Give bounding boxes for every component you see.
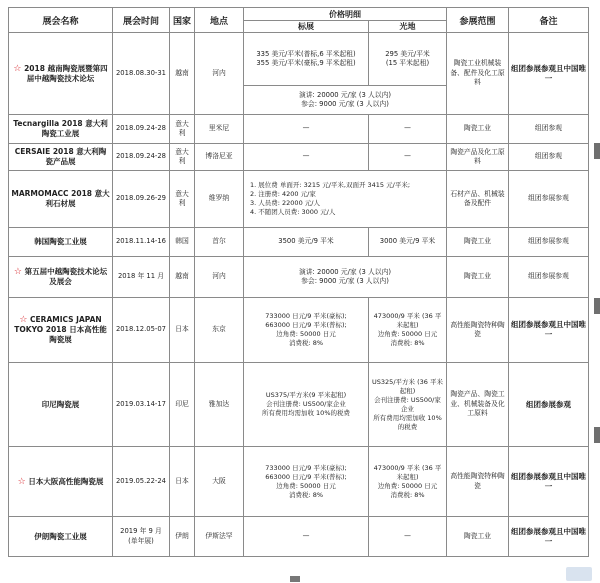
- exhibition-note: 组团参展参观且中国唯一: [509, 517, 589, 557]
- header-note: 备注: [509, 8, 589, 33]
- exhibition-note: 组团参展参观且中国唯一: [509, 33, 589, 115]
- exhibition-location: 伊斯法罕: [195, 517, 244, 557]
- exhibition-time: 2018.12.05-07: [113, 298, 170, 363]
- header-scope: 参展范围: [447, 8, 509, 33]
- exhibition-country: 意大利: [170, 171, 195, 228]
- exhibition-time: 2018.09.24-28: [113, 144, 170, 171]
- exhibition-time: 2019.05.22-24: [113, 447, 170, 517]
- header-standard: 标展: [244, 21, 369, 33]
- price-standard: —: [244, 517, 369, 557]
- scroll-tab[interactable]: [594, 298, 600, 314]
- exhibition-time: 2018.08.30-31: [113, 33, 170, 115]
- exhibition-name: 韩国陶瓷工业展: [9, 228, 113, 257]
- exhibition-country: 越南: [170, 257, 195, 298]
- exhibition-location: 雅加达: [195, 363, 244, 447]
- table-row: [9, 115, 589, 144]
- exhibition-name: 印尼陶瓷展: [9, 363, 113, 447]
- exhibition-name: ☆ 日本大阪高性能陶瓷展: [9, 447, 113, 517]
- exhibition-table: [8, 7, 589, 557]
- star-icon: ☆: [13, 267, 22, 277]
- exhibition-scope: 陶瓷工业: [447, 228, 509, 257]
- exhibition-scope: 石材产品、机械装备及配件: [447, 171, 509, 228]
- exhibition-scope: 陶瓷工业: [447, 115, 509, 144]
- price-merged: 1. 展位费 单面开: 3215 元/平米,双面开 3415 元/平米; 2. 注册费: 4200 元/家 3. 人员费: 22000 元/人 4. 不随团人员费: 3000 元/人: [244, 171, 447, 228]
- exhibition-scope: 陶瓷工业: [447, 257, 509, 298]
- exhibition-time: 2018.09.26-29: [113, 171, 170, 228]
- price-raw: 3000 美元/9 平米: [369, 228, 447, 257]
- exhibition-note: 组团参展参观且中国唯一: [509, 298, 589, 363]
- exhibition-country: 伊朗: [170, 517, 195, 557]
- exhibition-location: 博洛尼亚: [195, 144, 244, 171]
- price-standard: 733000 日元/9 平米(豪标); 663000 日元/9 平米(普标); 边角费: 50000 日元 消费税: 8%: [244, 298, 369, 363]
- price-raw: US325/平方米 (36 平米起租) 会刊注册费: US500/家企业 所有费用均需加收 10%的税费: [369, 363, 447, 447]
- exhibition-name: ☆ 2018 越南陶瓷展暨第四届中越陶瓷技术论坛: [9, 33, 113, 115]
- exhibition-country: 意大利: [170, 115, 195, 144]
- price-raw: —: [369, 115, 447, 144]
- price-standard: —: [244, 144, 369, 171]
- exhibition-location: 首尔: [195, 228, 244, 257]
- price-standard: 335 美元/平米(普标,6 平米起租) 355 美元/平米(豪标,9 平米起租): [244, 33, 369, 86]
- exhibition-name: MARMOMACC 2018 意大利石材展: [9, 171, 113, 228]
- watermark-logo: [566, 567, 592, 581]
- table-row: [9, 363, 589, 447]
- header-country: 国家: [170, 8, 195, 33]
- exhibition-note: 组团参观: [509, 115, 589, 144]
- exhibition-name: ☆ CERAMICS JAPAN TOKYO 2018 日本高性能陶瓷展: [9, 298, 113, 363]
- exhibition-name: Tecnargilla 2018 意大利陶瓷工业展: [9, 115, 113, 144]
- exhibition-country: 韩国: [170, 228, 195, 257]
- table-row: [9, 33, 589, 86]
- exhibition-location: 东京: [195, 298, 244, 363]
- exhibition-country: 意大利: [170, 144, 195, 171]
- exhibition-note: 组团参展参观: [509, 171, 589, 228]
- price-merged: 演讲: 20000 元/家 (3 人以内) 参会: 9000 元/家 (3 人以内): [244, 257, 447, 298]
- exhibition-scope: 高性能陶瓷特种陶瓷: [447, 298, 509, 363]
- scroll-tab[interactable]: [594, 143, 600, 159]
- exhibition-note: 组团参展参观: [509, 228, 589, 257]
- exhibition-note: 组团参展参观: [509, 363, 589, 447]
- table-row: [9, 257, 589, 298]
- exhibition-location: 里米尼: [195, 115, 244, 144]
- table-row: [9, 447, 589, 517]
- price-raw: 295 美元/平米 (15 平米起租): [369, 33, 447, 86]
- table-row: [9, 171, 589, 228]
- header-time: 展会时间: [113, 8, 170, 33]
- exhibition-time: 2018 年 11 月: [113, 257, 170, 298]
- exhibition-location: 维罗纳: [195, 171, 244, 228]
- exhibition-note: 组团参观: [509, 144, 589, 171]
- exhibition-country: 日本: [170, 298, 195, 363]
- price-standard: US375/平方米(9 平米起租) 会刊注册费: US500/家企业 所有费用均需加收 10%的税费: [244, 363, 369, 447]
- header-raw: 光地: [369, 21, 447, 33]
- exhibition-location: 河内: [195, 33, 244, 115]
- price-extra: 演讲: 20000 元/家 (3 人以内) 参会: 9000 元/家 (3 人以内): [244, 86, 447, 115]
- exhibition-scope: 陶瓷产品及化工原料: [447, 144, 509, 171]
- price-standard: —: [244, 115, 369, 144]
- exhibition-scope: 陶瓷工业机械装备、配件及化工原料: [447, 33, 509, 115]
- exhibition-time: 2019 年 9 月 (单年展): [113, 517, 170, 557]
- table-row: [9, 228, 589, 257]
- header-name: 展会名称: [9, 8, 113, 33]
- exhibition-note: 组团参展参观: [509, 257, 589, 298]
- price-standard: 3500 美元/9 平米: [244, 228, 369, 257]
- exhibition-country: 越南: [170, 33, 195, 115]
- exhibition-scope: 陶瓷工业: [447, 517, 509, 557]
- price-raw: —: [369, 144, 447, 171]
- exhibition-name: 伊朗陶瓷工业展: [9, 517, 113, 557]
- star-icon: ☆: [17, 476, 26, 487]
- price-standard: 733000 日元/9 平米(豪标); 663000 日元/9 平米(普标); 边角费: 50000 日元 消费税: 8%: [244, 447, 369, 517]
- exhibition-name: ☆ 第五届中越陶瓷技术论坛及展会: [9, 257, 113, 298]
- header-price: 价格明细: [244, 8, 447, 21]
- exhibition-time: 2019.03.14-17: [113, 363, 170, 447]
- price-raw: —: [369, 517, 447, 557]
- exhibition-note: 组团参展参观且中国唯一: [509, 447, 589, 517]
- collapse-handle-icon[interactable]: [290, 576, 300, 582]
- scroll-tab[interactable]: [594, 427, 600, 443]
- table-row: [9, 144, 589, 171]
- header-location: 地点: [195, 8, 244, 33]
- table-row: [9, 517, 589, 557]
- exhibition-country: 印尼: [170, 363, 195, 447]
- exhibition-scope: 高性能陶瓷特种陶瓷: [447, 447, 509, 517]
- star-icon: ☆: [19, 315, 28, 325]
- exhibition-location: 河内: [195, 257, 244, 298]
- exhibition-time: 2018.11.14-16: [113, 228, 170, 257]
- table-row: [9, 298, 589, 363]
- price-raw: 473000/9 平米 (36 平米起租) 边角费: 50000 日元 消费税: 8%: [369, 298, 447, 363]
- exhibition-scope: 陶瓷产品、陶瓷工业、机械装备及化工原料: [447, 363, 509, 447]
- exhibition-name: CERSAIE 2018 意大利陶瓷产品展: [9, 144, 113, 171]
- exhibition-location: 大阪: [195, 447, 244, 517]
- star-icon: ☆: [13, 63, 22, 74]
- exhibition-country: 日本: [170, 447, 195, 517]
- price-raw: 473000/9 平米 (36 平米起租) 边角费: 50000 日元 消费税: 8%: [369, 447, 447, 517]
- exhibition-time: 2018.09.24-28: [113, 115, 170, 144]
